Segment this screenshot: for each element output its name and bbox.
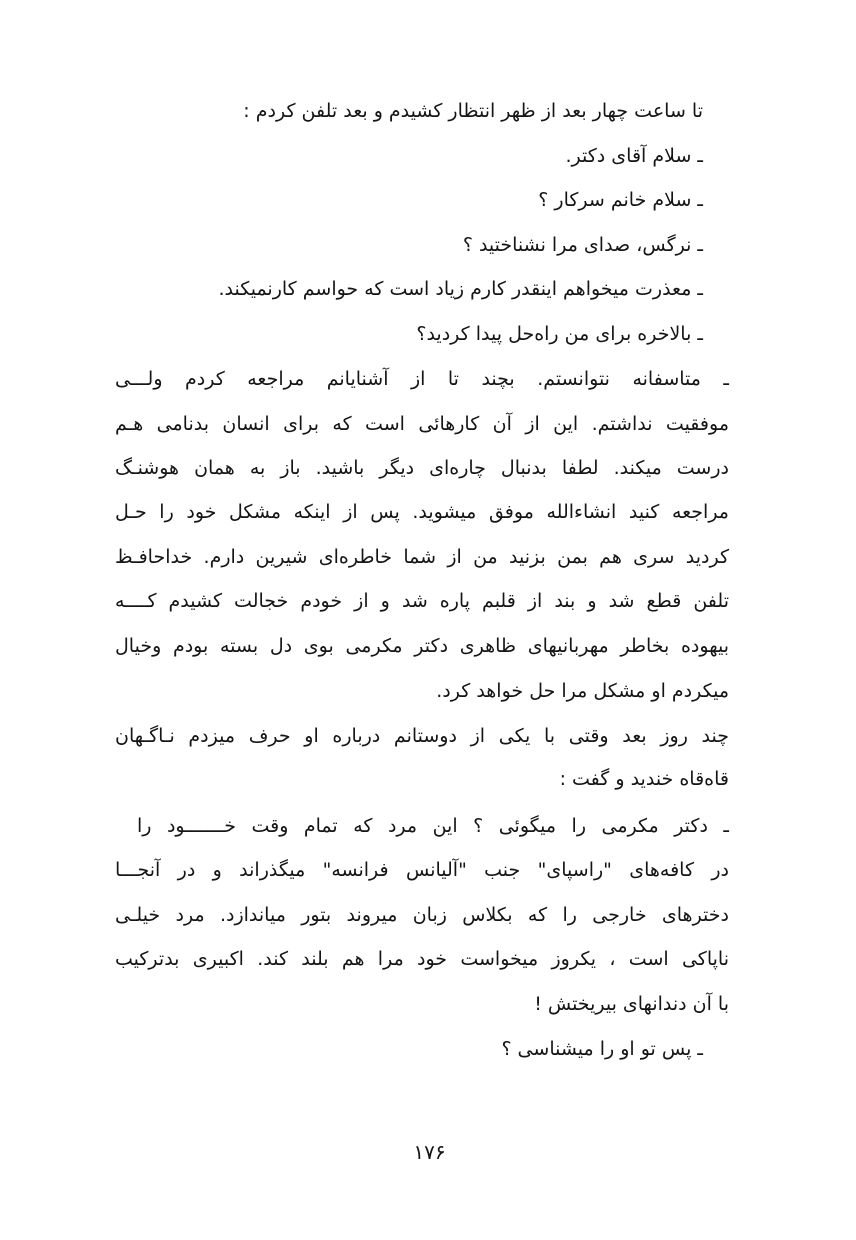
- text-line-19: دخترهای خارجی را که بکلاس زبان میروند بتور میاندازد. مرد خیلـی: [115, 904, 729, 926]
- text-line-2: ـ سلام آقای دکتر.: [565, 145, 703, 167]
- text-line-9: درست میکند. لطفا بدنبال چاره‌ای دیگر باشید. باز به همان هوشنـگ: [115, 457, 729, 479]
- text-line-22: ـ پس تو او را میشناسی ؟: [501, 1038, 703, 1060]
- text-line-1: تا ساعت چهار بعد از ظهر انتظار کشیدم و بعد تلفن کردم :: [243, 100, 703, 122]
- text-line-20: ناپاکی است ، یکروز میخواست خود مرا هم بلند کند. اکبیری بدترکیب: [115, 948, 729, 970]
- text-line-11: کردید سری هم بمن بزنید من از شما خاطره‌ای شیرین دارم. خداحافـظ: [115, 546, 729, 568]
- text-line-4: ـ نرگس، صدای مرا نشناختید ؟: [462, 234, 703, 256]
- text-line-5: ـ معذرت میخواهم اینقدر کارم زیاد است که حواسم کارنمیکند.: [218, 278, 703, 300]
- text-line-15: چند روز بعد وقتی با یکی از دوستانم درباره او حرف میزدم نـاگـهان: [115, 725, 729, 747]
- text-line-13: بیهوده بخاطر مهربانیهای ظاهری دکتر مکرمی بوی دل بسته بودم وخیال: [115, 635, 729, 657]
- text-line-14: میکردم او مشکل مرا حل خواهد کرد.: [436, 680, 729, 702]
- text-line-18: در کافه‌های "راسپای" جنب "آلیانس فرانسه" میگذراند و در آنجـــا: [115, 859, 729, 881]
- text-line-8: موفقیت نداشتم. این از آن کارهائی است که برای انسان بدنامی هـم: [115, 413, 729, 435]
- text-line-3: ـ سلام خانم سرکار ؟: [538, 189, 703, 211]
- text-line-21: با آن دندانهای بیریختش !: [534, 993, 729, 1015]
- text-line-17: ـ دکتر مکرمی را میگوئی ؟ این مرد که تمام وقت خـــــــود را: [137, 815, 729, 837]
- text-line-6: ـ بالاخره برای من راه‌حل پیدا کردید؟: [416, 323, 703, 345]
- text-line-10: مراجعه کنید انشاءالله موفق میشوید. پس از اینکه مشکل خود را حـل: [115, 501, 729, 523]
- text-line-12: تلفن قطع شد و بند از قلبم پاره شد و از خودم خجالت کشیدم کــــه: [115, 590, 729, 612]
- text-line-7: ـ متاسفانه نتوانستم. بچند تا از آشنایانم مراجعه کردم ولـــی: [115, 368, 729, 390]
- page-number: ۱۷۶: [413, 1140, 446, 1164]
- text-line-16: قاه‌قاه خندید و گفت :: [559, 768, 729, 790]
